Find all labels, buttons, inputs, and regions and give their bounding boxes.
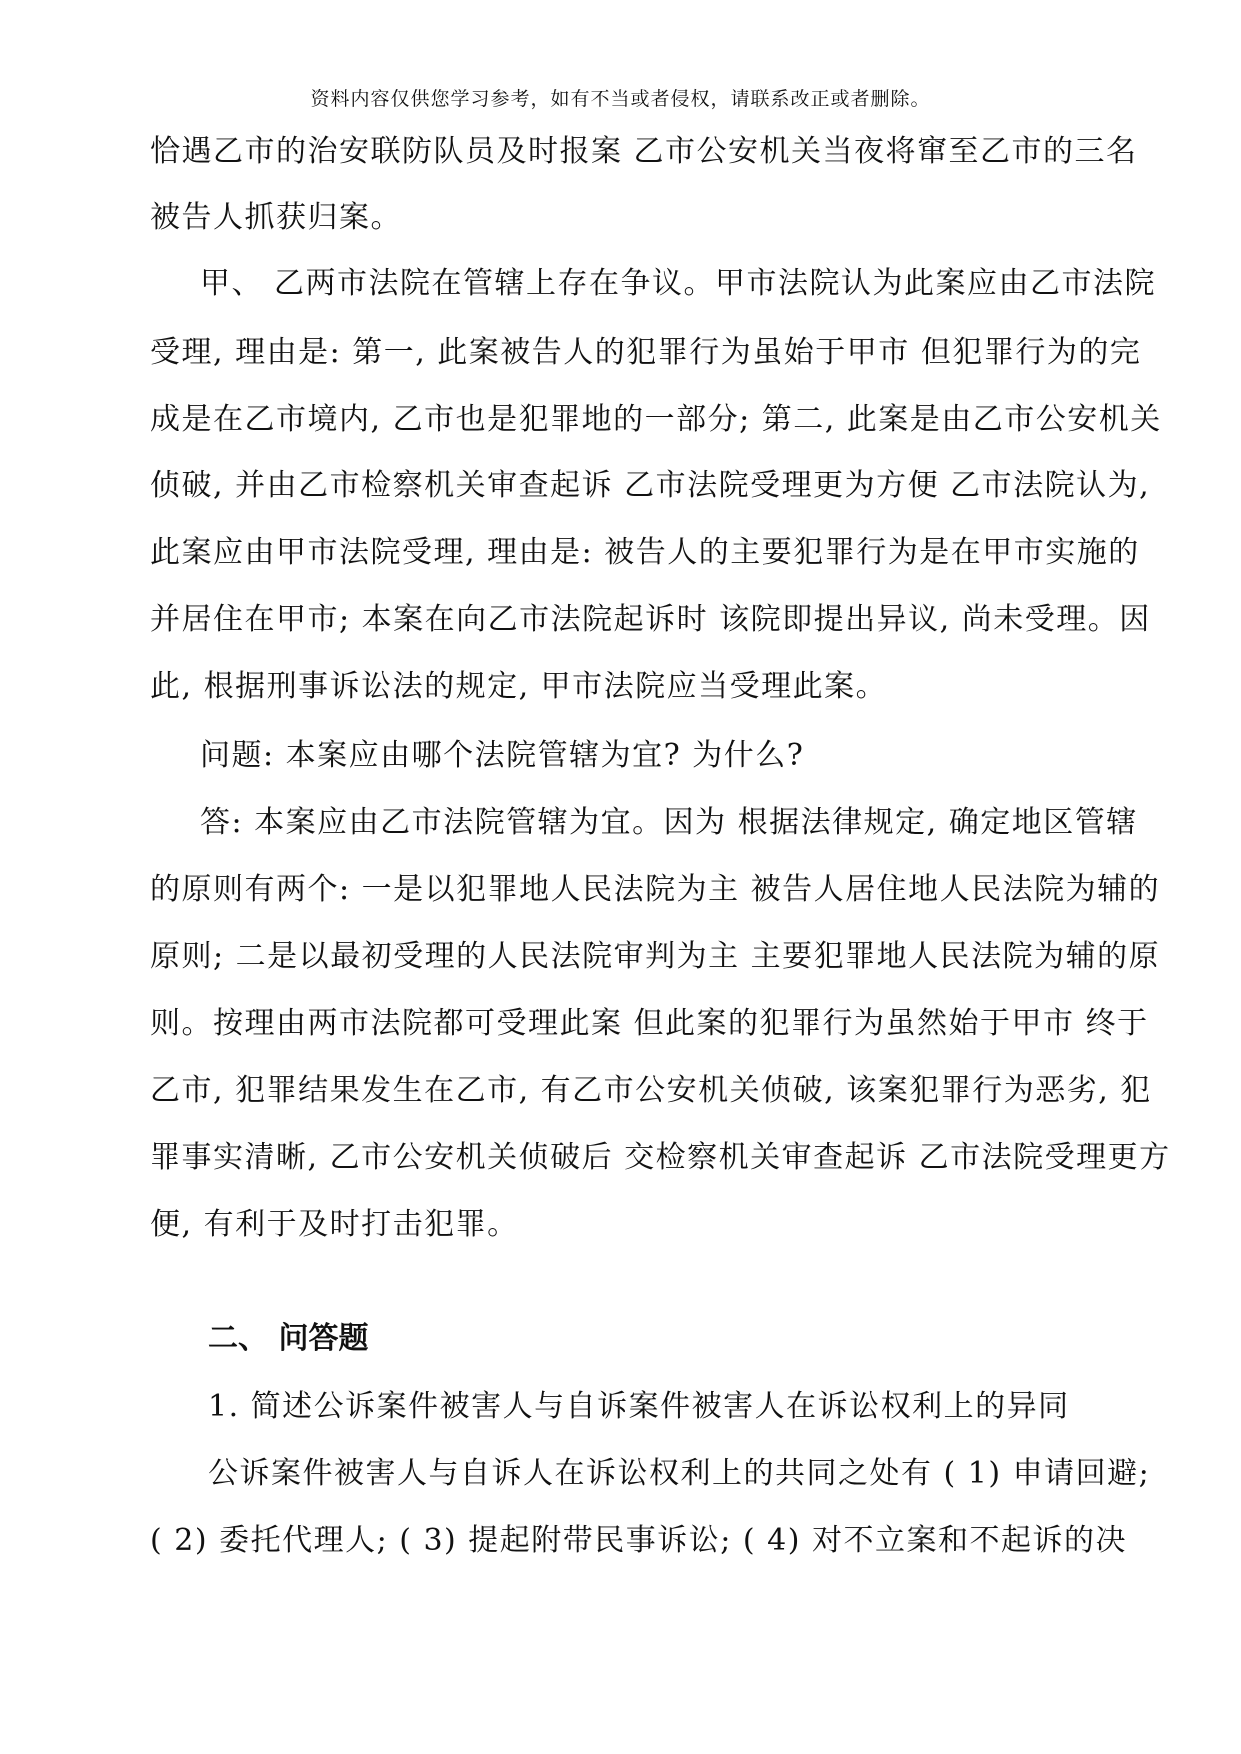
body-line-17: 便, 有利于及时打击犯罪。 — [150, 1207, 519, 1242]
body-line-10: 问题: 本案应由哪个法院管辖为宜? 为什么? — [200, 738, 805, 773]
body-line-14: 则。按理由两市法院都可受理此案 但此案的犯罪行为虽然始于甲市 终于 — [150, 1006, 1149, 1041]
body-line-9: 此, 根据刑事诉讼法的规定, 甲市法院应当受理此案。 — [150, 669, 888, 704]
body-line-12: 的原则有两个: 一是以犯罪地人民法院为主 被告人居住地人民法院为辅的 — [150, 872, 1161, 907]
answer-line-1: 公诉案件被害人与自诉人在诉讼权利上的共同之处有 ( 1) 申请回避; — [208, 1456, 1151, 1491]
body-line-6: 侦破, 并由乙市检察机关审查起诉 乙市法院受理更为方便 乙市法院认为, — [150, 468, 1151, 503]
body-line-3: 甲、 乙两市法院在管辖上存在争议。甲市法院认为此案应由乙市法院 — [200, 266, 1157, 301]
body-line-4: 受理, 理由是: 第一, 此案被告人的犯罪行为虽始于甲市 但犯罪行为的完 — [150, 335, 1142, 370]
body-line-2: 被告人抓获归案。 — [150, 200, 402, 235]
section-heading: 二、 问答题 — [208, 1321, 369, 1356]
answer-line-2: ( 2) 委托代理人; ( 3) 提起附带民事诉讼; ( 4) 对不立案和不起诉的决 — [150, 1523, 1127, 1558]
body-line-5: 成是在乙市境内, 乙市也是犯罪地的一部分; 第二, 此案是由乙市公安机关 — [150, 402, 1162, 437]
body-line-11: 答: 本案应由乙市法院管辖为宜。因为 根据法律规定, 确定地区管辖 — [200, 805, 1138, 840]
question-1: 1. 简述公诉案件被害人与自诉案件被害人在诉讼权利上的异同 — [208, 1389, 1070, 1424]
header-note: 资料内容仅供您学习参考，如有不当或者侵权，请联系改正或者删除。 — [310, 88, 931, 110]
body-line-13: 原则; 二是以最初受理的人民法院审判为主 主要犯罪地人民法院为辅的原 — [150, 939, 1161, 974]
body-line-8: 并居住在甲市; 本案在向乙市法院起诉时 该院即提出异议, 尚未受理。因 — [150, 602, 1151, 637]
body-line-15: 乙市, 犯罪结果发生在乙市, 有乙市公安机关侦破, 该案犯罪行为恶劣, 犯 — [150, 1073, 1152, 1108]
body-line-7: 此案应由甲市法院受理, 理由是: 被告人的主要犯罪行为是在甲市实施的 — [150, 535, 1140, 570]
body-line-16: 罪事实清晰, 乙市公安机关侦破后 交检察机关审查起诉 乙市法院受理更方 — [150, 1140, 1171, 1175]
body-line-1: 恰遇乙市的治安联防队员及时报案 乙市公安机关当夜将窜至乙市的三名 — [150, 134, 1138, 169]
